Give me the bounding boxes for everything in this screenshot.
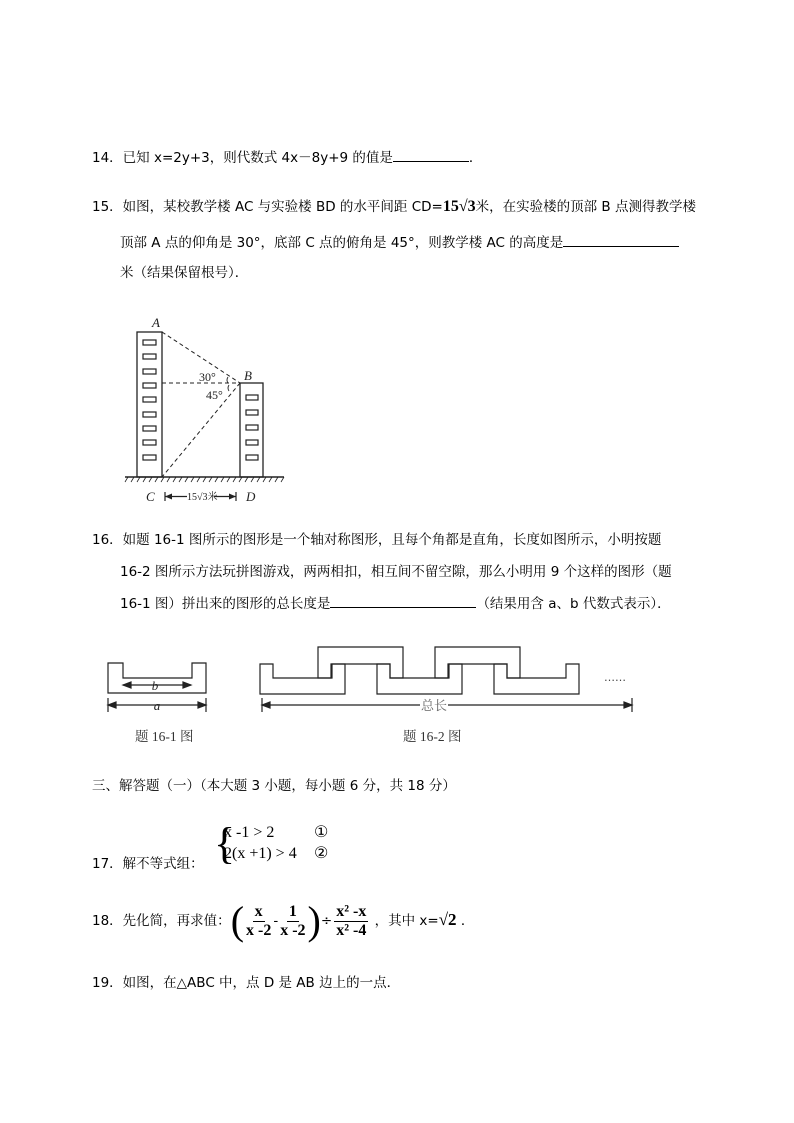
section-3-title: 三、解答题（一）（本大题 3 小题，每小题 6 分，共 18 分） — [92, 778, 456, 794]
denominator: x -2 — [280, 921, 306, 939]
q15-line2: 顶部 A 点的仰角是 30°，底部 C 点的俯角是 45°，则教学楼 AC 的高度是 — [120, 235, 564, 251]
question-17-label: 17．解不等式组： — [92, 856, 204, 872]
mark-2: ② — [314, 845, 329, 862]
building-figure — [125, 332, 284, 501]
q16-text-b: （结果用含 a、b 代数式表示）． — [476, 596, 671, 612]
fraction-3 — [334, 903, 368, 940]
answer-blank — [330, 594, 476, 608]
numerator: x² -x — [336, 902, 367, 920]
continuation-dots: …… — [604, 671, 626, 684]
caption-16-2: 题 16-2 图 — [403, 729, 462, 744]
question-16-line3 — [120, 594, 671, 613]
q14-suffix: ． — [468, 150, 483, 166]
q18-tail: ，其中 x= — [374, 913, 439, 929]
question-18 — [92, 898, 474, 943]
minus: - — [273, 913, 279, 929]
left-paren: ( — [230, 898, 245, 943]
question-19: 19．如图，在△ABC 中，点 D 是 AB 边上的一点． — [92, 975, 401, 991]
divide-sign: ÷ — [320, 913, 333, 929]
label-c: C — [146, 489, 155, 504]
brace: { — [214, 819, 236, 868]
distance-label: 15√3米 — [187, 492, 218, 503]
label-b-length: b — [151, 678, 159, 693]
cd-value: 15√3 — [442, 198, 476, 215]
fraction-2 — [280, 903, 305, 940]
fraction-1 — [246, 903, 271, 940]
angle-30: 30° — [199, 370, 216, 384]
question-15-line3: 米（结果保留根号）． — [120, 265, 249, 281]
q16-text: 16-1 图）拼出来的图形的总长度是 — [120, 596, 331, 612]
q15-text-b: 米，在实验楼的顶部 B 点测得教学楼 — [475, 199, 696, 215]
right-paren: ) — [307, 898, 321, 943]
x-value: √2 — [438, 910, 457, 929]
label-a: A — [152, 315, 160, 330]
q18-end: ． — [460, 913, 475, 929]
caption-16-1: 题 16-1 图 — [135, 729, 194, 744]
question-16-line2: 16-2 图所示方法玩拼图游戏，两两相扣，相互间不留空隙，那么小明用 9 个这样的图形（题 — [120, 564, 672, 580]
mark-1: ① — [314, 824, 329, 841]
angle-45: 45° — [206, 388, 223, 402]
inequality-1: x -1 > 2 — [224, 824, 275, 841]
angle-arcs — [227, 377, 229, 391]
question-16-line1: 16．如题 16-1 图所示的图形是一个轴对称图形，且每个角都是直角，长度如图所示，小明按题 — [92, 532, 662, 548]
label-a-length: a — [153, 698, 161, 713]
denominator: x² -4 — [336, 921, 367, 939]
sight-lines — [162, 332, 240, 477]
label-b: B — [244, 368, 252, 383]
q15-text: 15．如图，某校教学楼 AC 与实验楼 BD 的水平间距 CD= — [92, 199, 443, 215]
total-length-label: 总长 — [420, 699, 448, 714]
q18-label: 18．先化简，再求值： — [92, 913, 231, 929]
denominator: x -2 — [246, 921, 272, 939]
numerator: 1 — [288, 902, 297, 920]
label-d: D — [246, 489, 256, 504]
q14-text: 14．已知 x=2y+3，则代数式 4x－8y+9 的值是 — [92, 150, 393, 166]
inequality-2: 2(x +1) > 4 — [224, 845, 297, 862]
numerator: x — [254, 902, 263, 920]
windows — [143, 340, 258, 460]
